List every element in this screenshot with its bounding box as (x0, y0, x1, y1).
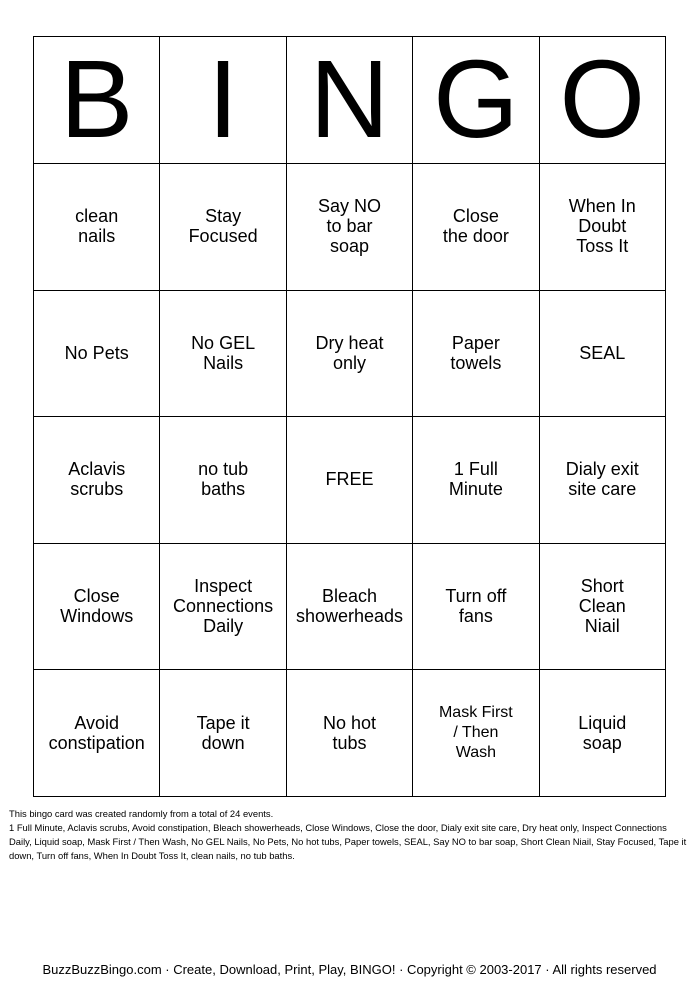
bingo-cell-text: No hot tubs (322, 712, 376, 753)
bingo-cell-text: Dry heat only (315, 332, 384, 373)
bingo-row-1 (34, 164, 666, 291)
bingo-cell (413, 670, 539, 797)
bingo-cell-text: Close Windows (60, 586, 134, 627)
bingo-cell (286, 670, 412, 797)
bingo-cell-text: Tape it down (196, 712, 250, 753)
bingo-cell-text: Liquid soap (578, 712, 627, 753)
bingo-cell-text: Avoid constipation (48, 712, 145, 753)
bingo-card (33, 36, 666, 797)
header-letter-g: G (413, 37, 539, 164)
bingo-cell (160, 290, 286, 417)
bingo-cell-text: Bleach showerheads (295, 586, 404, 627)
bingo-cell-text: Mask First / Then Wash (438, 704, 513, 762)
bingo-cell-text: 1 Full Minute (448, 459, 503, 500)
footer-credit: BuzzBuzzBingo.com · Create, Download, Print, Play, BINGO! · Copyright © 2003-2017 · All rights reserved (42, 962, 657, 977)
bingo-cell-text: Stay Focused (188, 206, 258, 247)
bingo-cell-text: Inspect Connections Daily (173, 576, 274, 637)
bingo-cell (160, 164, 286, 291)
bingo-cell-text: Aclavis scrubs (68, 459, 126, 500)
bingo-cell (286, 290, 412, 417)
bingo-cell (160, 543, 286, 670)
bingo-row-3 (34, 417, 666, 544)
free-cell-text: FREE (325, 469, 374, 490)
bingo-cell (413, 417, 539, 544)
bingo-cell (539, 670, 665, 797)
bingo-cell-text: no tub baths (198, 459, 249, 500)
bingo-cell-text: clean nails (75, 206, 119, 247)
header-letter-b: B (34, 37, 160, 164)
bingo-cell (34, 543, 160, 670)
free-cell (286, 417, 412, 544)
bingo-cell-text: Turn off fans (445, 586, 507, 627)
bingo-cell (286, 543, 412, 670)
bingo-cell (539, 543, 665, 670)
bingo-cell (413, 543, 539, 670)
info-summary: This bingo card was created randomly from a total of 24 events. (9, 808, 274, 819)
bingo-cell-text: No GEL Nails (191, 332, 256, 373)
bingo-cell-text: Dialy exit site care (565, 459, 639, 500)
bingo-cell-text: When In Doubt Toss It (568, 196, 636, 257)
header-letter-i: I (160, 37, 286, 164)
bingo-cell (539, 164, 665, 291)
bingo-cell-text: Say NO to bar soap (317, 196, 381, 257)
bingo-cell (34, 290, 160, 417)
bingo-row-4 (34, 543, 666, 670)
card-info (9, 807, 691, 863)
bingo-cell-text: No Pets (64, 342, 129, 363)
header-letter-n: N (286, 37, 412, 164)
bingo-cell-text: SEAL (579, 342, 626, 363)
bingo-row-5 (34, 670, 666, 797)
bingo-row-2 (34, 290, 666, 417)
bingo-cell (413, 164, 539, 291)
info-event-list: 1 Full Minute, Aclavis scrubs, Avoid constipation, Bleach showerheads, Close Windows, Close the door, Dialy exit site care, Dry heat only, Inspect Connections Daily, Liquid soap, Mask First / Then Wash, No GEL Nails, No Pets, No hot tubs, Paper towels, SEAL, Say NO to bar soap, Short Clean Niail, Stay Focused, Tape it down, Turn off fans, When In Doubt Toss It, clean nails, no tub baths. (9, 822, 687, 861)
bingo-cell (34, 670, 160, 797)
bingo-header-row (34, 37, 666, 164)
bingo-cell (413, 290, 539, 417)
header-letter-o: O (539, 37, 665, 164)
bingo-cell (286, 164, 412, 291)
bingo-cell (160, 417, 286, 544)
bingo-cell (539, 290, 665, 417)
bingo-cell (34, 417, 160, 544)
bingo-cell-text: Paper towels (450, 332, 502, 373)
bingo-cell-text: Short Clean Niail (578, 576, 626, 637)
bingo-cell (160, 670, 286, 797)
bingo-cell-text: Close the door (442, 206, 509, 247)
bingo-cell (539, 417, 665, 544)
bingo-cell (34, 164, 160, 291)
